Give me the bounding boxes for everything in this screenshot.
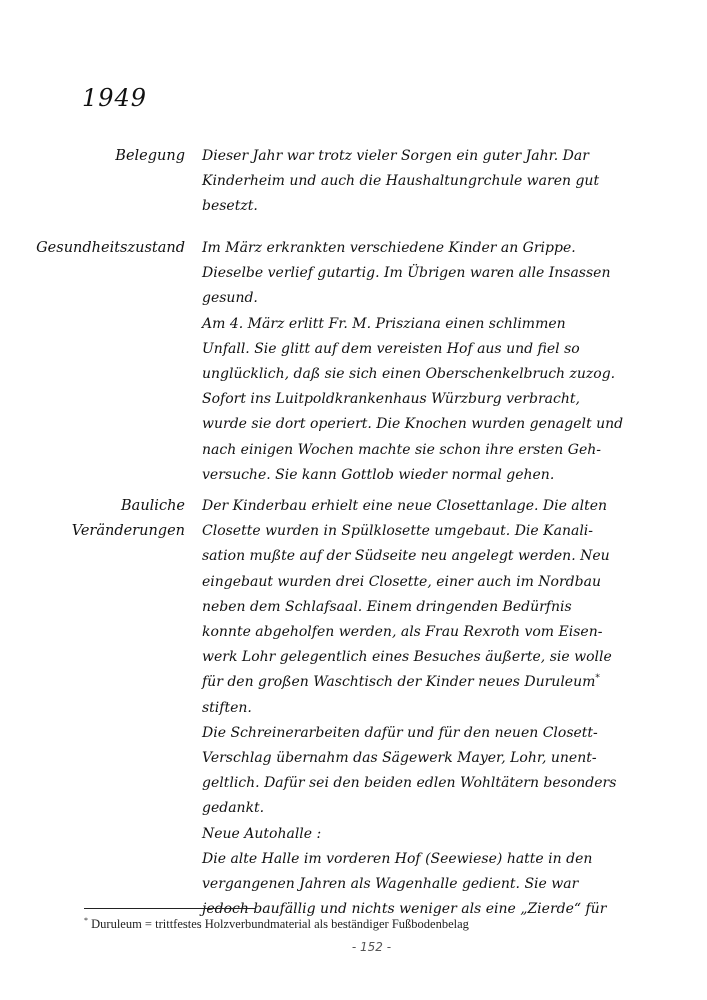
text-line: Die alte Halle im vorderen Hof (Seewiese) hatte in den <box>202 850 593 867</box>
text-line: unglücklich, daß sie sich einen Oberschenkelbruch zuzog. <box>202 366 616 383</box>
footnote-marker: * <box>84 915 88 925</box>
text-line: Closette wurden in Spülklosette umgebaut. Die Kanali- <box>202 523 594 540</box>
year-heading: 1949 <box>82 84 148 112</box>
section-label-line: Gesundheitszustand <box>36 240 185 256</box>
text-line: Im März erkrankten verschiedene Kinder an Grippe. <box>202 240 576 256</box>
section-body <box>202 494 642 922</box>
text-line: für den großen Waschtisch der Kinder neues Duruleum <box>202 674 596 691</box>
text-line: nach einigen Wochen machte sie schon ihre ersten Geh- <box>202 441 601 458</box>
text-line: versuche. Sie kann Gottlob wieder normal gehen. <box>202 466 555 483</box>
text-line: Die Schreinerarbeiten dafür und für den neuen Closett- <box>202 724 598 741</box>
text-line: Am 4. März erlitt Fr. M. Prisziana einen schlimmen <box>202 315 566 332</box>
footnote-reference[interactable]: * <box>595 673 600 684</box>
text-line: geltlich. Dafür sei den beiden edlen Wohltätern besonders <box>202 775 617 792</box>
text-line: sation mußte auf der Südseite neu angelegt werden. Neu <box>202 548 610 565</box>
text-line: konnte abgeholfen werden, als Frau Rexroth vom Eisen- <box>202 624 603 641</box>
text-line: eingebaut wurden drei Closette, einer auch im Nordbau <box>202 573 601 590</box>
text-line-with-footnote <box>202 670 642 695</box>
footnote <box>84 917 469 932</box>
text-line: Dieser Jahr war trotz vieler Sorgen ein guter Jahr. Dar <box>202 148 589 164</box>
section-label-line: Bauliche <box>121 498 185 514</box>
text-line: besetzt. <box>202 198 258 215</box>
text-line: Verschlag übernahm das Sägewerk Mayer, Lohr, unent- <box>202 750 597 767</box>
text-line: stiften. <box>202 699 252 716</box>
text-line: Kinderheim und auch die Haushaltungrchule waren gut <box>202 173 600 190</box>
section-label-line: Veränderungen <box>71 523 185 540</box>
text-line: vergangenen Jahren als Wagenhalle gedient. Sie war <box>202 876 579 893</box>
section-label-line: Belegung <box>115 148 185 164</box>
text-line: Sofort ins Luitpoldkrankenhaus Würzburg verbracht, <box>202 391 580 408</box>
text-line: Dieselbe verlief gutartig. Im Übrigen waren alle Insassen <box>202 265 611 282</box>
footnote-divider <box>84 908 256 909</box>
section-label <box>72 494 185 544</box>
section-body <box>202 236 642 488</box>
text-line: werk Lohr gelegentlich eines Besuches äußerte, sie wolle <box>202 649 612 666</box>
text-line: jedoch baufällig und nichts weniger als eine „Zierde“ für <box>202 901 607 918</box>
text-line: gedankt. <box>202 800 265 817</box>
text-line: Der Kinderbau erhielt eine neue Closettanlage. Die alten <box>202 498 608 514</box>
text-line: gesund. <box>202 290 258 307</box>
text-line: neben dem Schlafsaal. Einem dringenden Bedürfnis <box>202 598 572 615</box>
footnote-text: Duruleum = trittfestes Holzverbundmaterial als beständiger Fußbodenbelag <box>91 917 469 931</box>
section-body <box>202 144 642 220</box>
text-line: Neue Autohalle : <box>202 825 322 842</box>
text-line: wurde sie dort operiert. Die Knochen wurden genagelt und <box>202 416 624 433</box>
text-line: Unfall. Sie glitt auf dem vereisten Hof aus und fiel so <box>202 340 580 357</box>
section-label <box>36 236 185 261</box>
section-label <box>115 144 185 169</box>
page-number: - 152 - <box>351 940 392 954</box>
